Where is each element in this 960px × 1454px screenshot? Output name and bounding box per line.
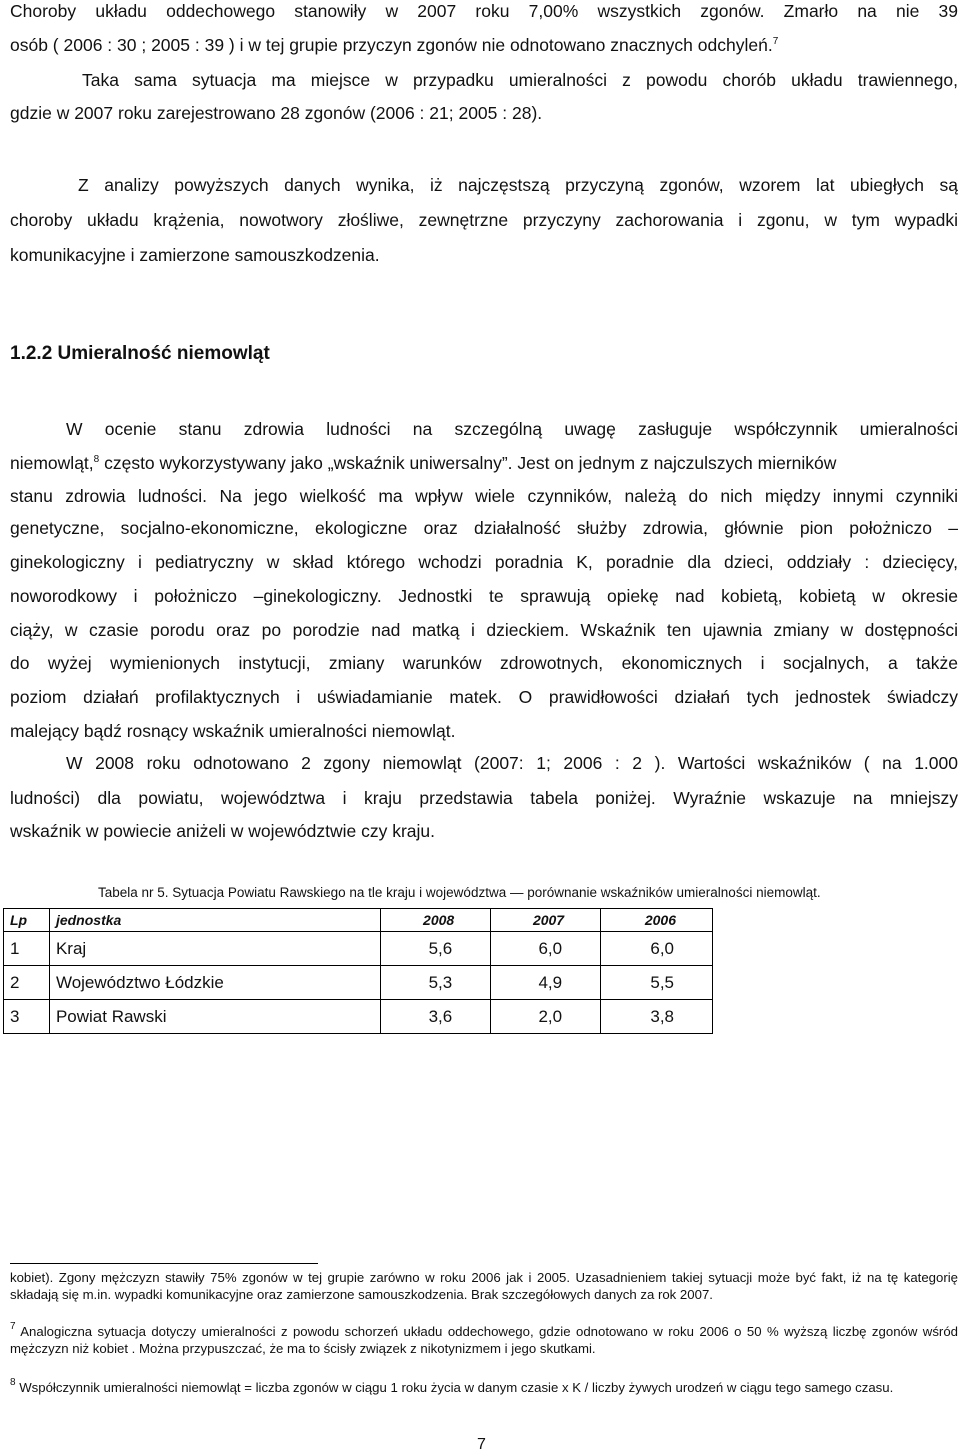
text-line: choroby układu krążenia, nowotwory złośliwe, zewnętrzne przyczyny zachorowania i zgonu, w tym wypadki bbox=[10, 210, 958, 230]
row-value-2008: 5,3 bbox=[381, 966, 491, 1000]
footnote-continuation: kobiet). Zgony mężczyzn stawiły 75% zgonów w tej grupie zarówno w roku 2006 jak i 2005. Uzasadnieniem takiej sytuacji może być fakt, iż na tę kategorię składają się m.in. wypadki komunikacyjne oraz zamierzone samouszkodzenia. Brak szczegółowych danych za rok 2007. bbox=[10, 1270, 958, 1302]
row-lp: 3 bbox=[4, 1000, 50, 1034]
text-line: malejący bądź rosnący wskaźnik umieralności niemowląt. bbox=[10, 721, 456, 741]
row-value-2008: 5,6 bbox=[381, 932, 491, 966]
footnote-mark: 7 bbox=[10, 1321, 16, 1332]
row-value-2006: 5,5 bbox=[601, 966, 713, 1000]
text-line: W ocenie stanu zdrowia ludności na szczególną uwagę zasługuje współczynnik umieralności bbox=[66, 419, 958, 439]
footnote-8: $^8$ Współczynnik umieralności niemowląt = liczba zgonów w ciągu 1 roku życia w danym czasie x K / liczby żywych urodzeń w ciągu tego samego czasu. bbox=[10, 1377, 894, 1395]
row-value-2006: 3,8 bbox=[601, 1000, 713, 1034]
footnote-mark: 8 bbox=[10, 1377, 16, 1388]
text-line: Choroby układu oddechowego stanowiły w 2007 roku 7,00% wszystkich zgonów. Zmarło na nie 39 bbox=[10, 1, 958, 21]
row-value-2008: 3,6 bbox=[381, 1000, 491, 1034]
text-line: stanu zdrowia ludności. Na jego wielkość ma wpływ wiele czynników, należą do nich między innymi czynniki bbox=[10, 486, 958, 506]
text-line: gdzie w 2007 roku zarejestrowano 28 zgonów (2006 : 21; 2005 : 28). bbox=[10, 103, 543, 123]
table-caption: Tabela nr 5. Sytuacja Powiatu Rawskiego na tle kraju i województwa — porównanie wskaźników umieralności niemowląt. bbox=[98, 885, 821, 900]
footnote-7: $^7$ Analogiczna sytuacja dotyczy umieralności z powodu schorzeń układu oddechowego, gdzie odnotowano w roku 2006 o 50 % wyższą liczbę zgonów wśród mężczyzn niż kobiet . Można przypuszczać, że ma to ścisły związek z nikotynizmem i jego skutkami. bbox=[10, 1321, 958, 1356]
row-unit: Powiat Rawski bbox=[49, 1000, 380, 1034]
row-unit: Kraj bbox=[49, 932, 380, 966]
header-unit: jednostka bbox=[49, 909, 380, 932]
footnote-ref: 7 bbox=[772, 36, 779, 47]
text-line: ludności) dla powiatu, województwa i kraju przedstawia tabela poniżej. Wyraźnie wskazuje na mniejszy bbox=[10, 788, 958, 808]
table-row bbox=[4, 1000, 713, 1034]
text-line: ciąży, w czasie porodu oraz po porodzie nad matką i dzieckiem. Wskaźnik ten ujawnia zmiany w dostępności bbox=[10, 620, 958, 640]
row-unit: Województwo Łódzkie bbox=[49, 966, 380, 1000]
section-title: Umieralność niemowląt bbox=[57, 343, 270, 364]
header-2006: 2006 bbox=[601, 909, 713, 932]
section-number: 1.2.2 bbox=[10, 343, 53, 364]
row-value-2007: 4,9 bbox=[491, 966, 601, 1000]
text-line: komunikacyjne i zamierzone samouszkodzenia. bbox=[10, 245, 380, 265]
text-line: niemowląt,$^8$ często wykorzystywany jako „wskaźnik uniwersalny”. Jest on jednym z najczulszych mierników bbox=[10, 453, 837, 473]
row-value-2006: 6,0 bbox=[601, 932, 713, 966]
table-header-row bbox=[4, 909, 713, 932]
footnote-separator bbox=[10, 1263, 318, 1264]
text-line: ginekologiczny i pediatryczny w skład którego wchodzi poradnia K, poradnie dla dzieci, oddziały : dziecięcy, bbox=[10, 552, 958, 572]
header-2007: 2007 bbox=[491, 909, 601, 932]
header-lp: Lp bbox=[4, 909, 50, 932]
section-heading bbox=[10, 342, 270, 366]
text-line: genetyczne, socjalno-ekonomiczne, ekologiczne oraz działalność służby zdrowia, głównie pion położniczo – bbox=[10, 518, 958, 538]
text-line: poziom działań profilaktycznych i uświadamianie matek. O prawidłowości działań tych jednostek świadczy bbox=[10, 687, 958, 707]
header-2008: 2008 bbox=[381, 909, 491, 932]
text-line: W 2008 roku odnotowano 2 zgony niemowląt (2007: 1; 2006 : 2 ). Wartości wskaźników ( na 1.000 bbox=[66, 753, 958, 773]
table-row bbox=[4, 966, 713, 1000]
footnote-ref: 8 bbox=[93, 454, 100, 465]
table-row bbox=[4, 932, 713, 966]
row-lp: 2 bbox=[4, 966, 50, 1000]
text-line: Taka sama sytuacja ma miejsce w przypadku umieralności z powodu chorób układu trawiennego, bbox=[82, 70, 958, 90]
row-value-2007: 6,0 bbox=[491, 932, 601, 966]
text-line: wskaźnik w powiecie aniżeli w województwie czy kraju. bbox=[10, 821, 436, 841]
row-value-2007: 2,0 bbox=[491, 1000, 601, 1034]
text-line: Z analizy powyższych danych wynika, iż najczęstszą przyczyną zgonów, wzorem lat ubiegłych są bbox=[78, 175, 958, 195]
text-line: noworodkowy i położniczo –ginekologiczny. Jednostki te sprawują opiekę nad kobietą, kobietą w okresie bbox=[10, 586, 958, 606]
text-line: do wyżej wymienionych instytucji, zmiany warunków zdrowotnych, ekonomicznych i socjalnych, a także bbox=[10, 653, 958, 673]
text-line: osób ( 2006 : 30 ; 2005 : 39 ) i w tej grupie przyczyn zgonów nie odnotowano znacznych odchyleń.$^7$ bbox=[10, 35, 779, 55]
page-number: 7 bbox=[477, 1436, 486, 1453]
row-lp: 1 bbox=[4, 932, 50, 966]
infant-mortality-table bbox=[3, 908, 713, 1034]
